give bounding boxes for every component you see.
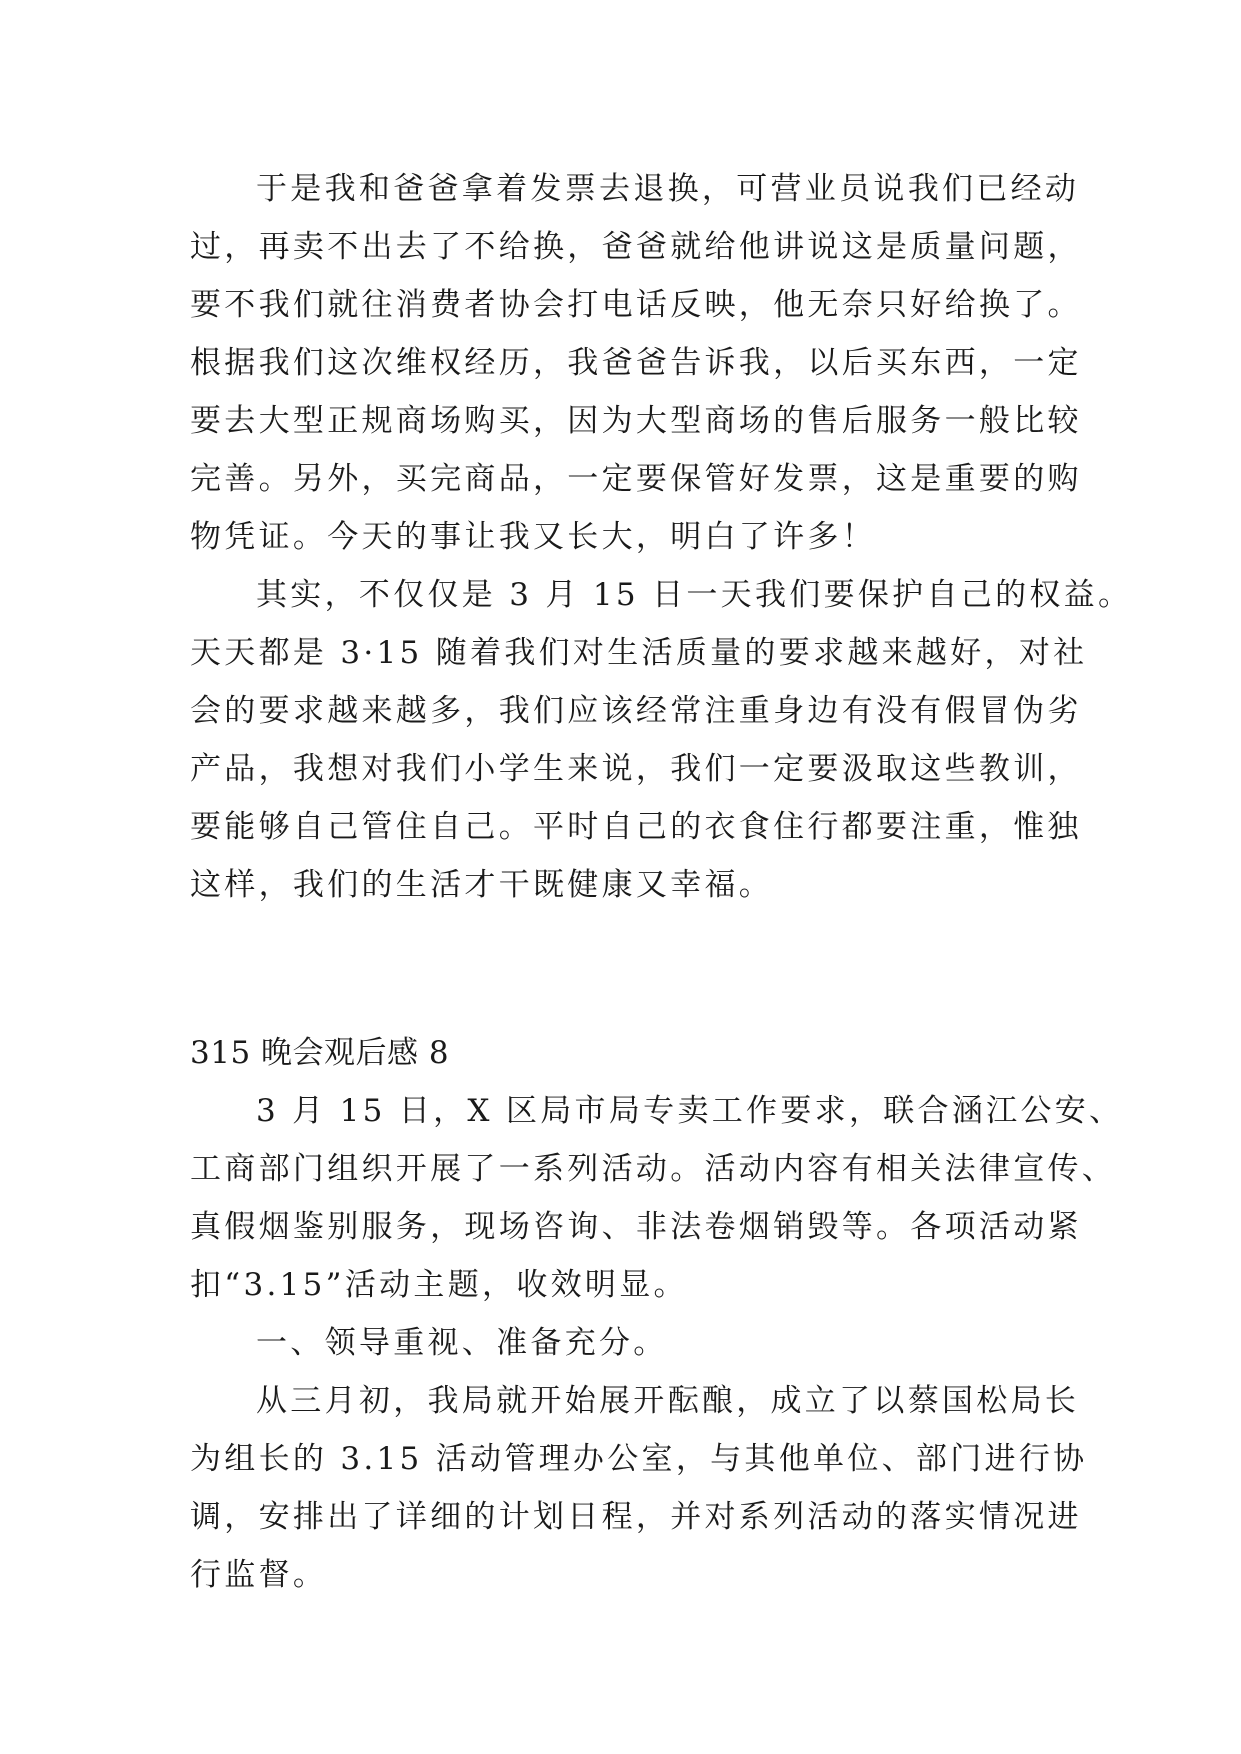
paragraph-line: 产品，我想对我们小学生来说，我们一定要汲取这些教训，	[190, 751, 1082, 787]
paragraph-line: 过，再卖不出去了不给换，爸爸就给他讲说这是质量问题，	[190, 229, 1082, 265]
paragraph-line: 一、领导重视、准备充分。	[256, 1325, 668, 1361]
paragraph-line: 其实，不仅仅是 3 月 15 日一天我们要保护自己的权益。	[256, 577, 1133, 613]
paragraph-line: 工商部门组织开展了一系列活动。活动内容有相关法律宣传、	[190, 1151, 1117, 1187]
paragraph-line: 物凭证。今天的事让我又长大，明白了许多！	[190, 519, 876, 555]
paragraph-line: 扣“3.15”活动主题，收效明显。	[190, 1267, 688, 1303]
section-heading: 315 晚会观后感 8	[190, 1035, 450, 1071]
paragraph-line: 天天都是 3·15 随着我们对生活质量的要求越来越好，对社	[190, 635, 1088, 671]
paragraph-line: 为组长的 3.15 活动管理办公室，与其他单位、部门进行协	[190, 1441, 1088, 1477]
paragraph	[190, 566, 1133, 914]
paragraph-line: 完善。另外，买完商品，一定要保管好发票，这是重要的购	[190, 461, 1082, 497]
paragraph-line: 从三月初，我局就开始展开酝酿，成立了以蔡国松局长	[256, 1383, 1080, 1419]
section-spacer	[190, 914, 1070, 1024]
document-body	[190, 160, 1133, 1604]
paragraph-line: 真假烟鉴别服务，现场咨询、非法卷烟销毁等。各项活动紧	[190, 1209, 1082, 1245]
paragraph-line: 3 月 15 日，X 区局市局专卖工作要求，联合涵江公安、	[256, 1093, 1124, 1129]
paragraph-line: 这样，我们的生活才干既健康又幸福。	[190, 867, 774, 903]
paragraph-line: 根据我们这次维权经历，我爸爸告诉我，以后买东西，一定	[190, 345, 1082, 381]
paragraph	[190, 1082, 1124, 1314]
paragraph-line: 要不我们就往消费者协会打电话反映，他无奈只好给换了。	[190, 287, 1082, 323]
paragraph-line: 于是我和爸爸拿着发票去退换，可营业员说我们已经动	[256, 171, 1080, 207]
paragraph	[190, 160, 1082, 566]
paragraph-line: 行监督。	[190, 1557, 328, 1593]
paragraph	[190, 1372, 1088, 1604]
paragraph-line: 要去大型正规商场购买，因为大型商场的售后服务一般比较	[190, 403, 1082, 439]
paragraph	[190, 1314, 1070, 1372]
paragraph-line: 调，安排出了详细的计划日程，并对系列活动的落实情况进	[190, 1499, 1082, 1535]
paragraph-line: 要能够自己管住自己。平时自己的衣食住行都要注重，惟独	[190, 809, 1082, 845]
paragraph-line: 会的要求越来越多，我们应该经常注重身边有没有假冒伪劣	[190, 693, 1082, 729]
